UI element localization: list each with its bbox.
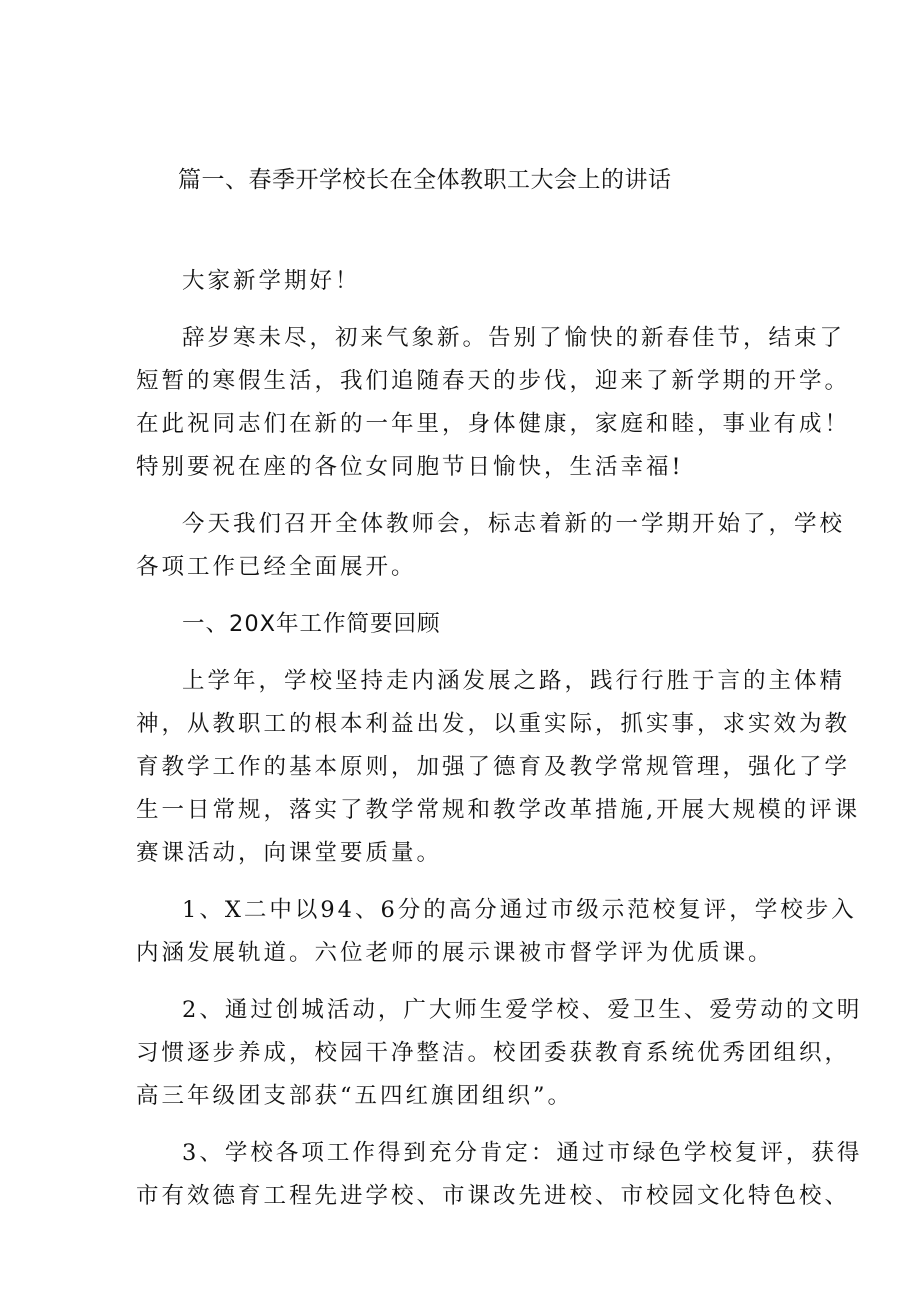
paragraph-line: 1、X二中以94、6分的高分通过市级示范校复评，学校步入 <box>182 897 857 923</box>
greeting-line: 大家新学期好！ <box>182 268 361 294</box>
item-3-paragraph <box>136 1132 863 1218</box>
review-paragraph <box>136 660 861 875</box>
greeting-paragraph <box>136 260 796 303</box>
paragraph-line: 辞岁寒未尽，初来气象新。告别了愉快的新春佳节，结束了 <box>182 325 846 351</box>
item-1-paragraph <box>136 889 857 975</box>
section-heading-paragraph <box>136 603 796 646</box>
paragraph-line: 上学年，学校坚持走内涵发展之路，践行行胜于言的主体精 <box>182 668 846 694</box>
document-body <box>136 260 863 1232</box>
opening-paragraph <box>136 317 851 489</box>
section-heading: 一、20X年工作简要回顾 <box>182 611 441 637</box>
paragraph-line: 神，从教职工的根本利益出发，以重实际，抓实事，求实效为教 <box>136 711 851 737</box>
paragraph-line: 3、学校各项工作得到充分肯定：通过市绿色学校复评，获得 <box>182 1140 863 1166</box>
paragraph-line: 短暂的寒假生活，我们追随春天的步伐，迎来了新学期的开学。 <box>136 368 851 394</box>
paragraph-line: 在此祝同志们在新的一年里，身体健康，家庭和睦，事业有成！ <box>136 411 851 437</box>
item-2-paragraph <box>136 989 863 1118</box>
paragraph-line: 赛课活动，向课堂要质量。 <box>136 840 443 866</box>
paragraph-line: 生一日常规，落实了教学常规和教学改革措施,开展大规模的评课 <box>136 797 861 823</box>
paragraph-line: 2、通过创城活动，广大师生爱学校、爱卫生、爱劳动的文明 <box>182 997 863 1023</box>
paragraph-line: 今天我们召开全体教师会，标志着新的一学期开始了，学校 <box>182 511 846 537</box>
paragraph-line: 特别要祝在座的各位女同胞节日愉快，生活幸福! <box>136 454 684 480</box>
paragraph-line: 各项工作已经全面展开。 <box>136 554 417 580</box>
paragraph-line: 内涵发展轨道。六位老师的展示课被市督学评为优质课。 <box>136 940 774 966</box>
paragraph-line: 育教学工作的基本原则，加强了德育及教学常规管理，强化了学 <box>136 754 851 780</box>
document-title: 篇一、春季开学校长在全体教职工大会上的讲话 <box>178 167 672 193</box>
paragraph-line: 高三年级团支部获“五四红旗团组织”。 <box>136 1083 574 1109</box>
meeting-paragraph <box>136 503 846 589</box>
paragraph-line: 市有效德育工程先进学校、市课改先进校、市校园文化特色校、 <box>136 1183 851 1209</box>
paragraph-line: 习惯逐步养成，校园干净整洁。校团委获教育系统优秀团组织， <box>136 1040 851 1066</box>
